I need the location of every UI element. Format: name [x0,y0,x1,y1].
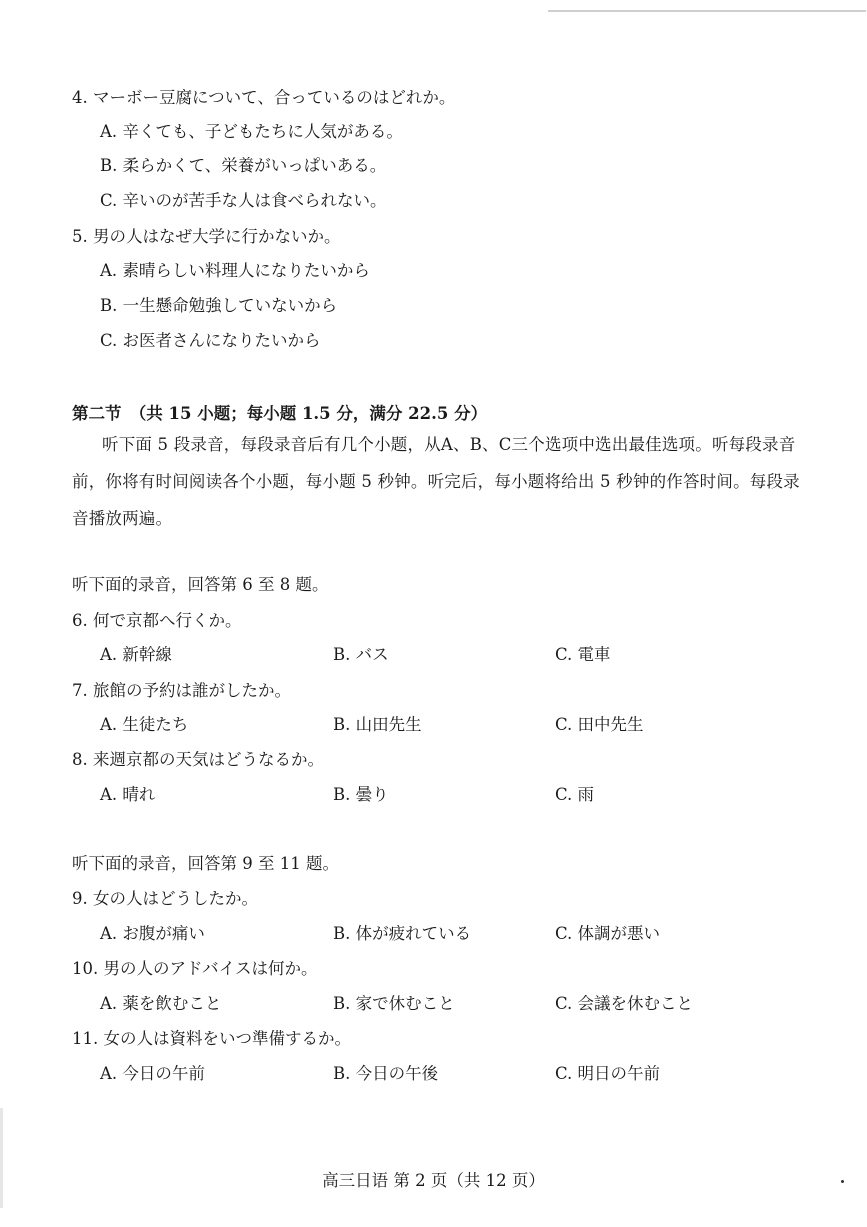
q7-option-a: A. 生徒たち [100,715,189,734]
q4-option-c: C. 辛いのが苦手な人は食べられない。 [100,191,387,210]
q9-stem: 9. 女の人はどうしたか。 [72,889,258,908]
q8-option-a: A. 晴れ [100,785,156,804]
q6-option-b: B. バス [333,645,389,664]
scan-left-shadow [0,1108,3,1208]
q10-option-c: C. 会議を休むこと [555,994,694,1013]
q11-option-a: A. 今日の午前 [100,1064,205,1083]
scan-speck [841,1180,844,1183]
q5-option-a: A. 素晴らしい料理人になりたいから [100,261,370,280]
q11-option-b: B. 今日の午後 [333,1064,439,1083]
q6-option-a: A. 新幹線 [100,645,172,664]
section-instructions: 听下面 5 段录音，每段录音后有几个小题，从A、B、C三个选项中选出最佳选项。听每段录音前，你将有时间阅读各个小题，每小题 5 秒钟。听完后，每小题将给出 5 秒钟的作答时间。每段录音播放两遍。 [72,435,800,528]
q10-stem: 10. 男の人のアドバイスは何か。 [72,959,318,978]
q6-option-c: C. 電車 [555,645,611,664]
q5-option-b: B. 一生懸命勉強していないから [100,296,338,315]
section-title: 第二节 （共 15 小题；每小题 1.5 分，满分 22.5 分） [72,404,488,423]
q5-stem: 5. 男の人はなぜ大学に行かないか。 [72,227,341,246]
q9-option-a: A. お腹が痛い [100,924,205,943]
q9-option-b: B. 体が疲れている [333,924,472,943]
q5-option-c: C. お医者さんになりたいから [100,331,321,350]
q8-option-b: B. 曇り [333,785,389,804]
q10-option-a: A. 薬を飲むこと [100,994,222,1013]
q8-stem: 8. 来週京都の天気はどうなるか。 [72,750,324,769]
page-footer: 高三日语 第 2 页（共 12 页） [322,1171,545,1190]
q4-option-b: B. 柔らかくて、栄養がいっぱいある。 [100,156,387,175]
q11-option-c: C. 明日の午前 [555,1064,661,1083]
q4-stem: 4. マーボー豆腐について、合っているのはどれか。 [72,88,456,107]
q4-option-a: A. 辛くても、子どもたちに人気がある。 [100,122,403,141]
group-intro-6-8: 听下面的录音，回答第 6 至 8 题。 [72,575,329,594]
q8-option-c: C. 雨 [555,785,595,804]
scan-edge-line [548,10,866,12]
q7-stem: 7. 旅館の予約は誰がしたか。 [72,681,291,700]
group-intro-9-11: 听下面的录音，回答第 9 至 11 题。 [72,854,339,873]
q7-option-b: B. 山田先生 [333,715,422,734]
q6-stem: 6. 何で京都へ行くか。 [72,611,242,630]
q10-option-b: B. 家で休むこと [333,994,455,1013]
q9-option-c: C. 体調が悪い [555,924,661,943]
q7-option-c: C. 田中先生 [555,715,644,734]
q11-stem: 11. 女の人は資料をいつ準備するか。 [72,1029,351,1048]
